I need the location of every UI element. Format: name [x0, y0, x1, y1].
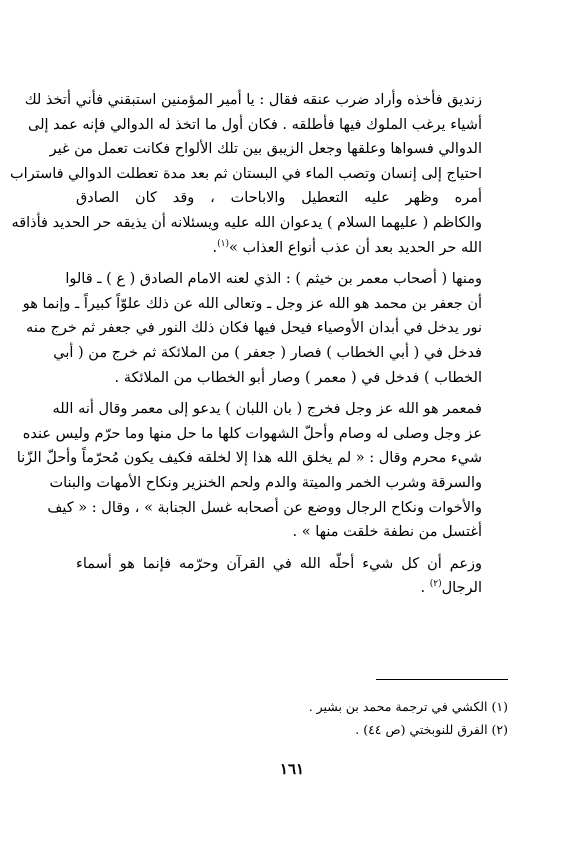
footnote-ref: (١) [217, 238, 229, 249]
footnote-1: (١) الكشي في ترجمة محمد بن بشير . [308, 699, 508, 714]
text-line: الدوالي فسواها وعلقها وجعل الزيبق بين تلك الألواح فكانت تعمل من غير [49, 141, 482, 158]
footnote-divider [376, 679, 508, 680]
text-line: والكاظم ( عليهما السلام ) يدعوان الله عليه ويسئلانه أن يذيقه حر الحديد فأذاقه [11, 214, 482, 231]
text-line: أغتسل من نطفة خلقت منها » . [292, 524, 482, 541]
text-line: والأخوات ونكاح الرجال ووضع عن أصحابه غسل الجنابة » ، وقال : « كيف [47, 499, 482, 516]
text-line: الخطاب ) فدخل في ( معمر ) وصار أبو الخطاب من الملائكة . [114, 369, 482, 386]
body-text [10, 88, 508, 601]
text-line: فدخل في ( أبي الخطاب ) فصار ( جعفر ) من الملائكة ثم خرج من ( أبي [53, 344, 482, 361]
paragraph-ban-allaban [16, 397, 508, 545]
footnote-2: (٢) الفرق للنوبختي (ص ٤٤) . [355, 722, 508, 737]
text-line: أن جعفر بن محمد هو الله عز وجل ـ وتعالى الله عن ذلك علوّاً كبيراً ـ وإنما هو [22, 295, 482, 312]
text-line: عز وجل وصلى له وصام وأحلّ الشهوات كلها ما حل منها وما حرّم وليس عنده [22, 425, 482, 442]
footnote-ref: (٢) [429, 579, 442, 590]
text-line: احتياج إلى إنسان وتصب الماء في البستان ثم بعد مدة تعطلت الدوالي فاستراب [10, 165, 482, 182]
text-line-body: الله حر الحديد بعد أن عذب أنواع العذاب » [229, 239, 482, 256]
paragraph-muammar-sect [22, 267, 508, 390]
text-line: أمره وظهر عليه التعطيل والاباحات ، وقد كان الصادق [76, 190, 482, 207]
footnotes [76, 695, 508, 741]
text-line [76, 576, 508, 601]
text-line: وزعم أن كل شيء أحلّه الله في القرآن وحرّمه فإنما هو أسماء [76, 555, 482, 572]
text-line-body: الرجال [441, 580, 482, 597]
text-line: ومنها ( أصحاب معمر بن خيثم ) : الذي لعنه الامام الصادق ( ع ) ـ قالوا [65, 271, 482, 288]
text-line: أشياء يرغب الملوك فيها فأطلقه . فكان أول ما اتخذ له الدوالي فإنه عمد إلى [28, 116, 482, 133]
text-line [76, 236, 508, 261]
text-line-end: . [212, 239, 218, 256]
text-line-end: . [420, 580, 430, 597]
paragraph-claim [76, 552, 508, 601]
page-number: ١٦١ [279, 760, 305, 778]
text-line: شيء محرم وقال : « لم يخلق الله هذا إلا لخلقه فكيف يكون مُحرّماً وأحلّ الزّنا [16, 450, 482, 467]
text-line: والسرقة وشرب الخمر والميتة والدم ولحم الخنزير ونكاح الأمهات والبنات [49, 474, 482, 491]
paragraph-zindiq [10, 88, 508, 260]
text-line: فمعمر هو الله عز وجل فخرج ( بان اللبان ) يدعو إلى معمر وقال أنه الله [52, 401, 482, 418]
text-line: نور يدخل في أبدان الأوصياء فيحل فيها فكان ذلك النور في جعفر ثم خرج منه [26, 320, 482, 337]
text-line: زنديق فأخذه وأراد ضرب عنقه فقال : يا أمير المؤمنين استبقني فأني أتخذ لك [24, 92, 482, 108]
